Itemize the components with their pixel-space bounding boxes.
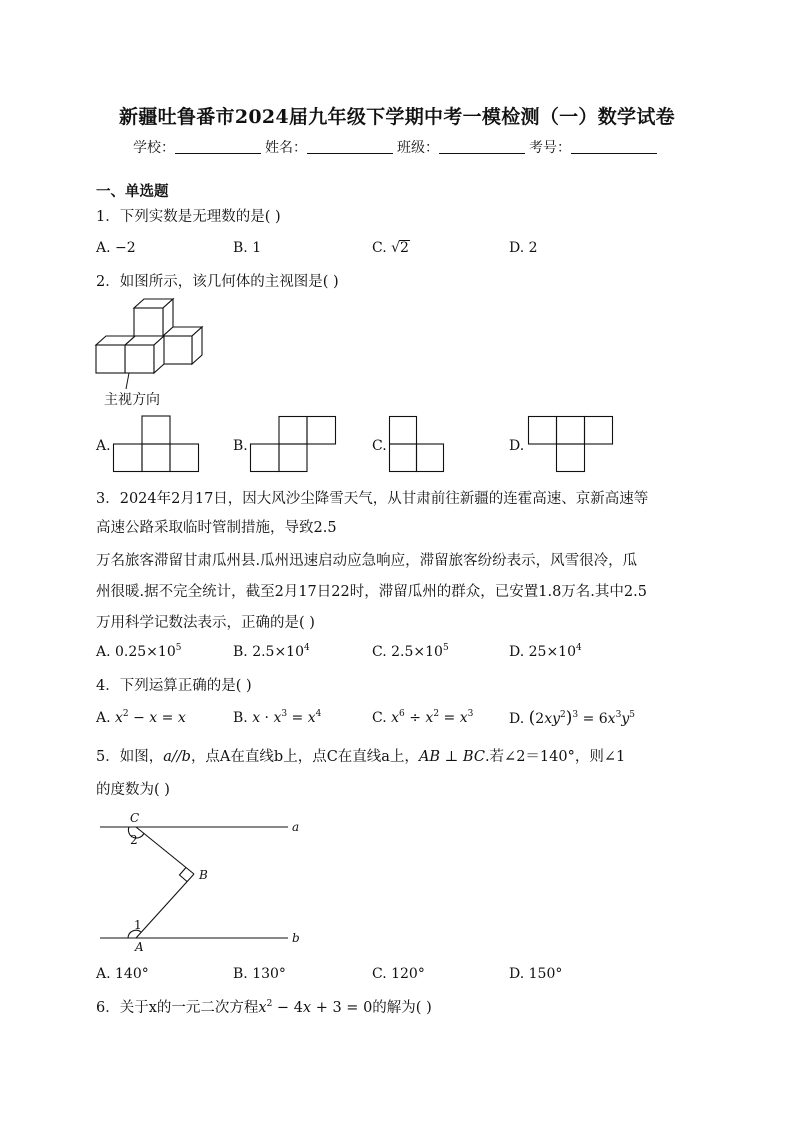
q1-option-b: B. 1 (233, 240, 262, 256)
q3-option-b-exp: 4 (304, 643, 310, 653)
q2-option-b-label: B. (233, 438, 248, 454)
q3-option-c (372, 644, 449, 660)
q2-option-d-label: D. (509, 438, 525, 454)
exam-no-label: 考号： (529, 140, 571, 156)
exam-no-blank[interactable] (571, 141, 657, 154)
q4-stem: 4．下列运算正确的是( ) (96, 678, 252, 694)
q2-solid-figure (96, 299, 216, 389)
school-blank[interactable] (175, 141, 261, 154)
q5-line-1-c: .若∠2＝140°，则∠1 (484, 749, 626, 765)
q1-option-a: A. −2 (96, 240, 136, 256)
q1-option-c: C. √2 (372, 240, 409, 256)
q3-option-a-exp: 5 (175, 643, 182, 653)
page-title: 新疆吐鲁番市2024届九年级下学期中考一模检测（一）数学试卷 (119, 106, 675, 128)
q5-option-c: C. 120° (372, 966, 425, 982)
q5-line-2: 的度数为( ) (96, 782, 170, 798)
q5-parallel-expr: a//b (163, 749, 191, 765)
q5-line-1-b: ，点A在直线b上，点C在直线a上， (190, 749, 419, 765)
label-C: C (130, 811, 140, 825)
q2-option-a-label: A. (96, 438, 111, 454)
class-label: 班级： (397, 140, 439, 156)
q1-option-c-radicand: 2 (400, 240, 409, 256)
label-A: A (135, 940, 144, 954)
q4-option-b: B. $x \cdot x^3 = x^4$ (233, 709, 322, 726)
q6-stem-b: 的解为( ) (372, 1000, 432, 1016)
q3-line-2: 高速公路采取临时管制措施，导致2.5 (96, 520, 337, 536)
q3-option-d-base: D. 25×10 (509, 644, 576, 660)
q2-option-c-figure (389, 416, 449, 472)
q5-option-d: D. 150° (509, 966, 563, 982)
label-line-a: a (292, 820, 300, 834)
q6-stem-a: 6．关于x的一元二次方程 (96, 1000, 259, 1016)
q2-option-a-figure (113, 416, 199, 472)
q4-option-c: C. $x^6 \div x^2 = x^3$ (372, 709, 474, 726)
q3-option-b-base: B. 2.5×10 (233, 644, 304, 660)
q1-stem: 1．下列实数是无理数的是( ) (96, 209, 281, 225)
q3-option-a (96, 644, 181, 660)
label-B: B (199, 868, 208, 882)
q5-option-b: B. 130° (233, 966, 286, 982)
q3-line-3: 万名旅客滞留甘肃瓜州县.瓜州迅速启动应急响应，滞留旅客纷纷表示，风雪很冷，瓜 (96, 553, 638, 569)
class-blank[interactable] (439, 141, 525, 154)
q4-option-c-label: C. (372, 710, 392, 726)
q3-line-4: 州很暖.据不完全统计，截至2月17日22时，滞留瓜州的群众，已安置1.8万名.其中2.5 (96, 584, 647, 600)
name-blank[interactable] (307, 141, 393, 154)
q5-line-1 (96, 745, 625, 766)
q1-option-c-prefix: C. (372, 240, 392, 256)
q4-option-a-label: A. (96, 710, 116, 726)
q3-option-d-exp: 4 (576, 643, 582, 653)
q5-figure (96, 808, 316, 958)
q5-line-1-a: 5．如图， (96, 749, 164, 765)
q4-option-b-label: B. (233, 710, 253, 726)
q3-option-c-base: C. 2.5×10 (372, 644, 443, 660)
q2-direction-label: 主视方向 (104, 392, 160, 408)
q3-option-b (233, 644, 310, 660)
student-info-row (0, 137, 794, 157)
label-angle-2: 2 (130, 833, 138, 847)
q3-option-c-exp: 5 (442, 643, 449, 653)
q4-option-d: D. $(2xy^2)^3 = 6x^3y^5$ (509, 708, 635, 728)
q2-option-d-figure (528, 416, 614, 472)
q3-line-1: 3．2024年2月17日，因大风沙尘降雪天气，从甘肃前往新疆的连霍高速、京新高速等 (96, 491, 649, 507)
q2-option-c-label: C. (372, 438, 387, 454)
q4-option-a: A. $x^2 - x = x$ (96, 709, 186, 726)
q3-line-5: 万用科学记数法表示，正确的是( ) (96, 615, 315, 631)
section-heading: 一、单选题 (96, 183, 169, 200)
q2-option-b-figure (250, 416, 336, 472)
q3-option-a-base: A. 0.25×10 (96, 644, 176, 660)
q3-option-d (509, 644, 582, 660)
label-angle-1: 1 (134, 918, 142, 932)
q5-option-a: A. 140° (96, 966, 149, 982)
q6-stem: 6．关于x的一元二次方程$x^2 - 4x + 3 = 0$的解为( ) (96, 999, 432, 1016)
q1-option-d: D. 2 (509, 240, 538, 256)
q5-perp-expr: AB ⊥ BC (418, 749, 485, 765)
q2-stem: 2．如图所示，该几何体的主视图是( ) (96, 274, 339, 290)
q4-option-d-label: D. (509, 711, 529, 727)
name-label: 姓名： (265, 140, 307, 156)
label-line-b: b (292, 931, 300, 945)
school-label: 学校： (133, 140, 175, 156)
